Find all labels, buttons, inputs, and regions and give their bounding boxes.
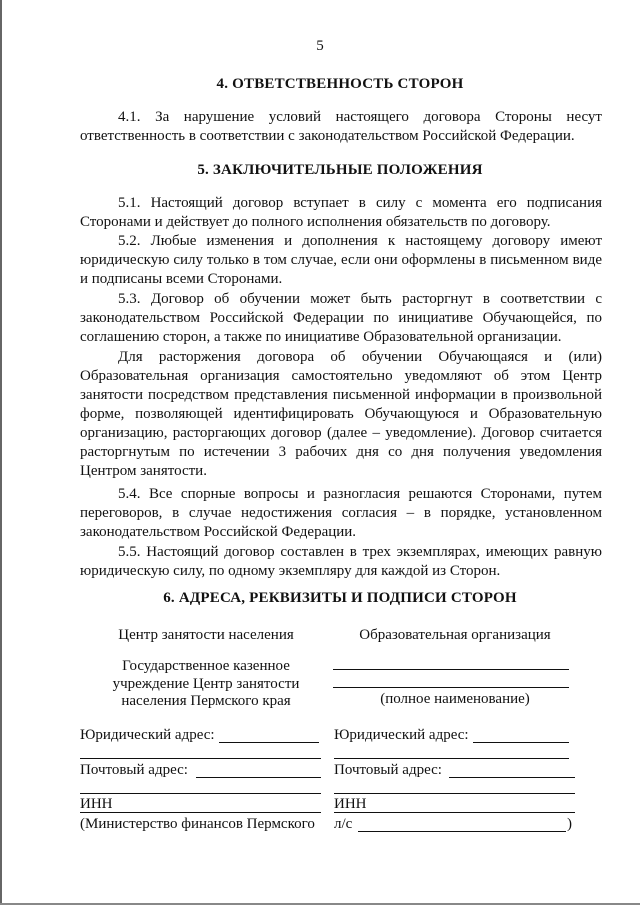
right-full-name-caption: (полное наименование) (380, 691, 530, 707)
left-ministry-text: (Министерство финансов Пермского (80, 816, 315, 832)
right-legal-address-blank-2[interactable] (334, 758, 569, 759)
section-5-paragraph-2: 5.2. Любые изменения и дополнения к настоящему договору имеют юридическую силу только в том случае, если они оформлены в письменном виде и подписаны всеми Сторонами. (80, 233, 602, 287)
left-org-line-1: Государственное казенное (122, 658, 290, 674)
left-inn-blank[interactable] (80, 812, 321, 813)
left-postal-address-blank[interactable] (196, 777, 321, 778)
right-postal-address-label: Почтовый адрес: (334, 762, 442, 778)
section-5-paragraph-3: 5.3. Договор об обучении может быть расторгнут в соответствии с законодательством Российской Федерации по инициативе Обучающейся, по соглашению сторон, а также по инициативе Образовательной организации. (80, 291, 602, 345)
right-inn-label: ИНН (334, 796, 367, 812)
left-legal-address-blank-2[interactable] (80, 758, 321, 759)
right-account-close: ) (567, 816, 572, 832)
left-org-line-3: населения Пермского края (121, 693, 291, 709)
right-org-name-blank-1[interactable] (333, 669, 569, 670)
left-legal-address-label: Юридический адрес: (80, 727, 215, 743)
left-postal-address-label: Почтовый адрес: (80, 762, 188, 778)
section-5-paragraph-6: 5.5. Настоящий договор составлен в трех экземплярах, имеющих равную юридическую силу, по одному экземпляру для каждой из Сторон. (80, 544, 602, 579)
right-legal-address-blank[interactable] (473, 742, 569, 743)
left-legal-address-blank[interactable] (219, 742, 319, 743)
right-org-name-blank-2[interactable] (333, 687, 569, 688)
right-account-label: л/с (334, 816, 353, 832)
left-inn-label: ИНН (80, 796, 113, 812)
right-postal-address-blank[interactable] (449, 777, 575, 778)
section-4-title: 4. ОТВЕТСТВЕННОСТЬ СТОРОН (216, 76, 464, 92)
right-postal-address-blank-2[interactable] (334, 793, 575, 794)
right-account-blank[interactable] (358, 831, 566, 832)
page-number: 5 (316, 38, 324, 54)
section-4-paragraph-1: 4.1. За нарушение условий настоящего договора Стороны несут ответственность в соответствии с законодательством Российской Федерации. (80, 109, 602, 144)
left-postal-address-blank-2[interactable] (80, 793, 321, 794)
right-party-heading: Образовательная организация (359, 627, 551, 643)
section-5-paragraph-4: Для расторжения договора об обучении Обучающаяся и (или) Образовательная организация самостоятельно уведомляют об этом Центр занятости посредством представления письменной информации в произвольной форме, позволяющей идентифицировать Обучающуюся и Образовательную организацию, расторгающих договор (далее – уведомление). Договор считается расторгнутым по истечении 3 рабочих дня со дня получения уведомления Центром занятости. (80, 349, 602, 479)
section-5-title: 5. ЗАКЛЮЧИТЕЛЬНЫЕ ПОЛОЖЕНИЯ (197, 162, 483, 178)
right-legal-address-label: Юридический адрес: (334, 727, 469, 743)
section-5-paragraph-5: 5.4. Все спорные вопросы и разногласия решаются Сторонами, путем переговоров, в случае недостижения согласия – в порядке, установленном законодательством Российской Федерации. (80, 486, 602, 540)
section-5-paragraph-1: 5.1. Настоящий договор вступает в силу с момента его подписания Сторонами и действует до полного исполнения обязательств по договору. (80, 195, 602, 230)
right-inn-blank[interactable] (334, 812, 575, 813)
left-org-line-2: учреждение Центр занятости (112, 676, 300, 692)
left-party-heading: Центр занятости населения (118, 627, 294, 643)
section-6-title: 6. АДРЕСА, РЕКВИЗИТЫ И ПОДПИСИ СТОРОН (163, 590, 517, 606)
scan-left-edge (0, 0, 2, 905)
